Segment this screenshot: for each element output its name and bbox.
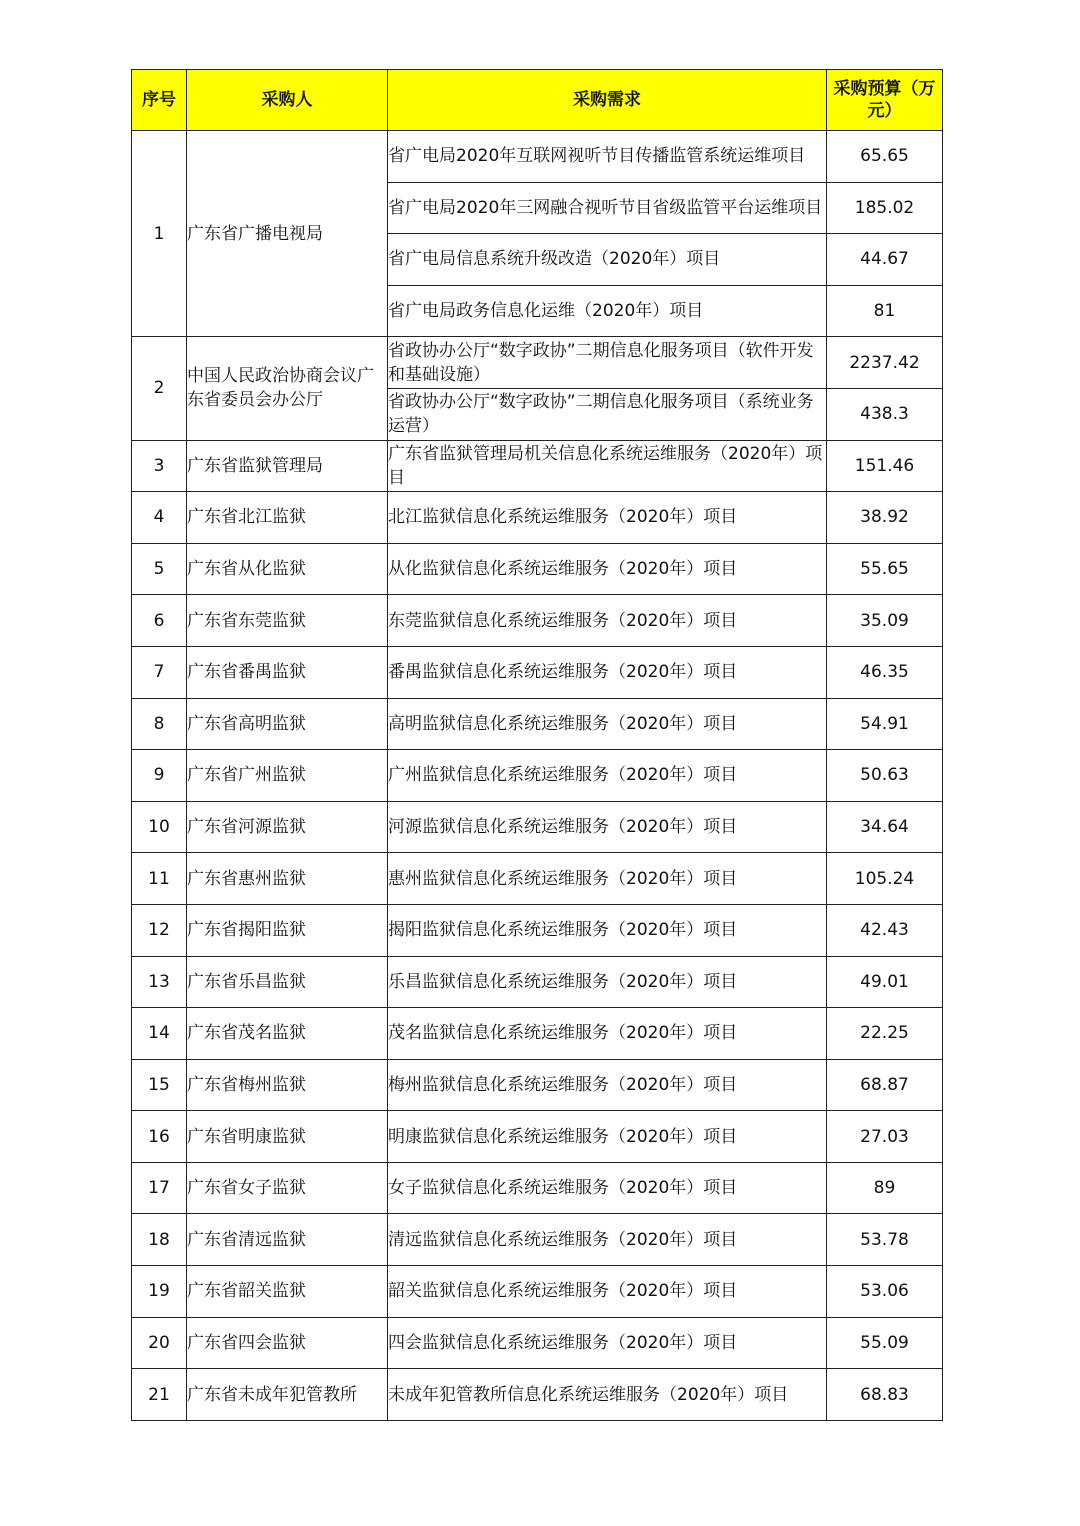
cell-budget: 105.24 <box>827 853 943 905</box>
cell-need: 乐昌监狱信息化系统运维服务（2020年）项目 <box>388 956 827 1008</box>
cell-budget: 81 <box>827 285 943 337</box>
table-row <box>132 750 943 802</box>
cell-budget: 151.46 <box>827 440 943 492</box>
cell-budget: 27.03 <box>827 1111 943 1163</box>
cell-need: 清远监狱信息化系统运维服务（2020年）项目 <box>388 1214 827 1266</box>
cell-no: 8 <box>132 698 187 750</box>
cell-no: 4 <box>132 492 187 544</box>
cell-buyer: 广东省茂名监狱 <box>187 1008 388 1060</box>
cell-budget: 22.25 <box>827 1008 943 1060</box>
table-row <box>132 853 943 905</box>
cell-buyer: 广东省广播电视局 <box>187 131 388 337</box>
cell-no: 1 <box>132 131 187 337</box>
cell-buyer: 广东省未成年犯管教所 <box>187 1369 388 1421</box>
table-row <box>132 646 943 698</box>
cell-need: 河源监狱信息化系统运维服务（2020年）项目 <box>388 801 827 853</box>
cell-budget: 50.63 <box>827 750 943 802</box>
cell-need: 东莞监狱信息化系统运维服务（2020年）项目 <box>388 595 827 647</box>
cell-no: 12 <box>132 904 187 956</box>
cell-need: 从化监狱信息化系统运维服务（2020年）项目 <box>388 543 827 595</box>
cell-no: 15 <box>132 1059 187 1111</box>
cell-budget: 49.01 <box>827 956 943 1008</box>
cell-buyer: 广东省监狱管理局 <box>187 440 388 492</box>
cell-need: 番禺监狱信息化系统运维服务（2020年）项目 <box>388 646 827 698</box>
cell-budget: 185.02 <box>827 182 943 234</box>
table-row <box>132 1162 943 1214</box>
cell-budget: 34.64 <box>827 801 943 853</box>
cell-need: 北江监狱信息化系统运维服务（2020年）项目 <box>388 492 827 544</box>
header-row <box>132 70 943 131</box>
cell-no: 14 <box>132 1008 187 1060</box>
table-row <box>132 440 943 492</box>
cell-buyer: 广东省四会监狱 <box>187 1317 388 1369</box>
cell-no: 13 <box>132 956 187 1008</box>
table-row <box>132 801 943 853</box>
cell-no: 5 <box>132 543 187 595</box>
cell-buyer: 广东省高明监狱 <box>187 698 388 750</box>
cell-need: 广东省监狱管理局机关信息化系统运维服务（2020年）项目 <box>388 440 827 492</box>
cell-buyer: 广东省河源监狱 <box>187 801 388 853</box>
cell-need: 明康监狱信息化系统运维服务（2020年）项目 <box>388 1111 827 1163</box>
table-row <box>132 337 943 389</box>
table-row <box>132 1059 943 1111</box>
cell-budget: 68.83 <box>827 1369 943 1421</box>
cell-need: 省广电局2020年三网融合视听节目省级监管平台运维项目 <box>388 182 827 234</box>
cell-buyer: 中国人民政治协商会议广东省委员会办公厅 <box>187 337 388 440</box>
table-row <box>132 1214 943 1266</box>
cell-need: 揭阳监狱信息化系统运维服务（2020年）项目 <box>388 904 827 956</box>
cell-budget: 42.43 <box>827 904 943 956</box>
cell-buyer: 广东省女子监狱 <box>187 1162 388 1214</box>
cell-no: 16 <box>132 1111 187 1163</box>
cell-need: 女子监狱信息化系统运维服务（2020年）项目 <box>388 1162 827 1214</box>
cell-no: 19 <box>132 1266 187 1318</box>
cell-buyer: 广东省番禺监狱 <box>187 646 388 698</box>
cell-budget: 89 <box>827 1162 943 1214</box>
cell-budget: 55.65 <box>827 543 943 595</box>
cell-buyer: 广东省韶关监狱 <box>187 1266 388 1318</box>
cell-need: 省政协办公厅“数字政协”二期信息化服务项目（系统业务运营） <box>388 388 827 440</box>
cell-buyer: 广东省乐昌监狱 <box>187 956 388 1008</box>
cell-no: 17 <box>132 1162 187 1214</box>
cell-need: 惠州监狱信息化系统运维服务（2020年）项目 <box>388 853 827 905</box>
cell-no: 6 <box>132 595 187 647</box>
cell-no: 21 <box>132 1369 187 1421</box>
header-no: 序号 <box>132 70 187 131</box>
table-row <box>132 543 943 595</box>
cell-budget: 35.09 <box>827 595 943 647</box>
cell-no: 10 <box>132 801 187 853</box>
cell-no: 7 <box>132 646 187 698</box>
cell-no: 11 <box>132 853 187 905</box>
cell-need: 高明监狱信息化系统运维服务（2020年）项目 <box>388 698 827 750</box>
table-row <box>132 1111 943 1163</box>
table-row <box>132 1266 943 1318</box>
cell-budget: 55.09 <box>827 1317 943 1369</box>
cell-budget: 65.65 <box>827 131 943 183</box>
cell-budget: 46.35 <box>827 646 943 698</box>
cell-need: 梅州监狱信息化系统运维服务（2020年）项目 <box>388 1059 827 1111</box>
cell-buyer: 广东省揭阳监狱 <box>187 904 388 956</box>
cell-need: 未成年犯管教所信息化系统运维服务（2020年）项目 <box>388 1369 827 1421</box>
header-buyer: 采购人 <box>187 70 388 131</box>
cell-no: 2 <box>132 337 187 440</box>
cell-buyer: 广东省清远监狱 <box>187 1214 388 1266</box>
cell-buyer: 广东省明康监狱 <box>187 1111 388 1163</box>
table-row <box>132 1008 943 1060</box>
cell-need: 韶关监狱信息化系统运维服务（2020年）项目 <box>388 1266 827 1318</box>
cell-need: 省广电局政务信息化运维（2020年）项目 <box>388 285 827 337</box>
cell-no: 18 <box>132 1214 187 1266</box>
table-row <box>132 131 943 183</box>
procurement-table <box>131 69 943 1421</box>
header-need: 采购需求 <box>388 70 827 131</box>
cell-no: 3 <box>132 440 187 492</box>
cell-budget: 44.67 <box>827 234 943 286</box>
cell-buyer: 广东省从化监狱 <box>187 543 388 595</box>
table-row <box>132 904 943 956</box>
cell-buyer: 广东省惠州监狱 <box>187 853 388 905</box>
cell-buyer: 广东省梅州监狱 <box>187 1059 388 1111</box>
table-row <box>132 956 943 1008</box>
cell-budget: 2237.42 <box>827 337 943 389</box>
cell-need: 省广电局信息系统升级改造（2020年）项目 <box>388 234 827 286</box>
cell-budget: 53.06 <box>827 1266 943 1318</box>
cell-budget: 54.91 <box>827 698 943 750</box>
cell-budget: 53.78 <box>827 1214 943 1266</box>
cell-need: 省政协办公厅“数字政协”二期信息化服务项目（软件开发和基础设施） <box>388 337 827 389</box>
cell-need: 茂名监狱信息化系统运维服务（2020年）项目 <box>388 1008 827 1060</box>
header-budget: 采购预算（万元） <box>827 70 943 131</box>
table-row <box>132 595 943 647</box>
table-body <box>132 131 943 1421</box>
cell-no: 9 <box>132 750 187 802</box>
cell-no: 20 <box>132 1317 187 1369</box>
cell-need: 省广电局2020年互联网视听节目传播监管系统运维项目 <box>388 131 827 183</box>
table-row <box>132 492 943 544</box>
cell-need: 广州监狱信息化系统运维服务（2020年）项目 <box>388 750 827 802</box>
table-row <box>132 1317 943 1369</box>
cell-buyer: 广东省广州监狱 <box>187 750 388 802</box>
cell-budget: 38.92 <box>827 492 943 544</box>
cell-need: 四会监狱信息化系统运维服务（2020年）项目 <box>388 1317 827 1369</box>
cell-budget: 438.3 <box>827 388 943 440</box>
cell-buyer: 广东省东莞监狱 <box>187 595 388 647</box>
table-row <box>132 698 943 750</box>
cell-budget: 68.87 <box>827 1059 943 1111</box>
table-row <box>132 1369 943 1421</box>
cell-buyer: 广东省北江监狱 <box>187 492 388 544</box>
